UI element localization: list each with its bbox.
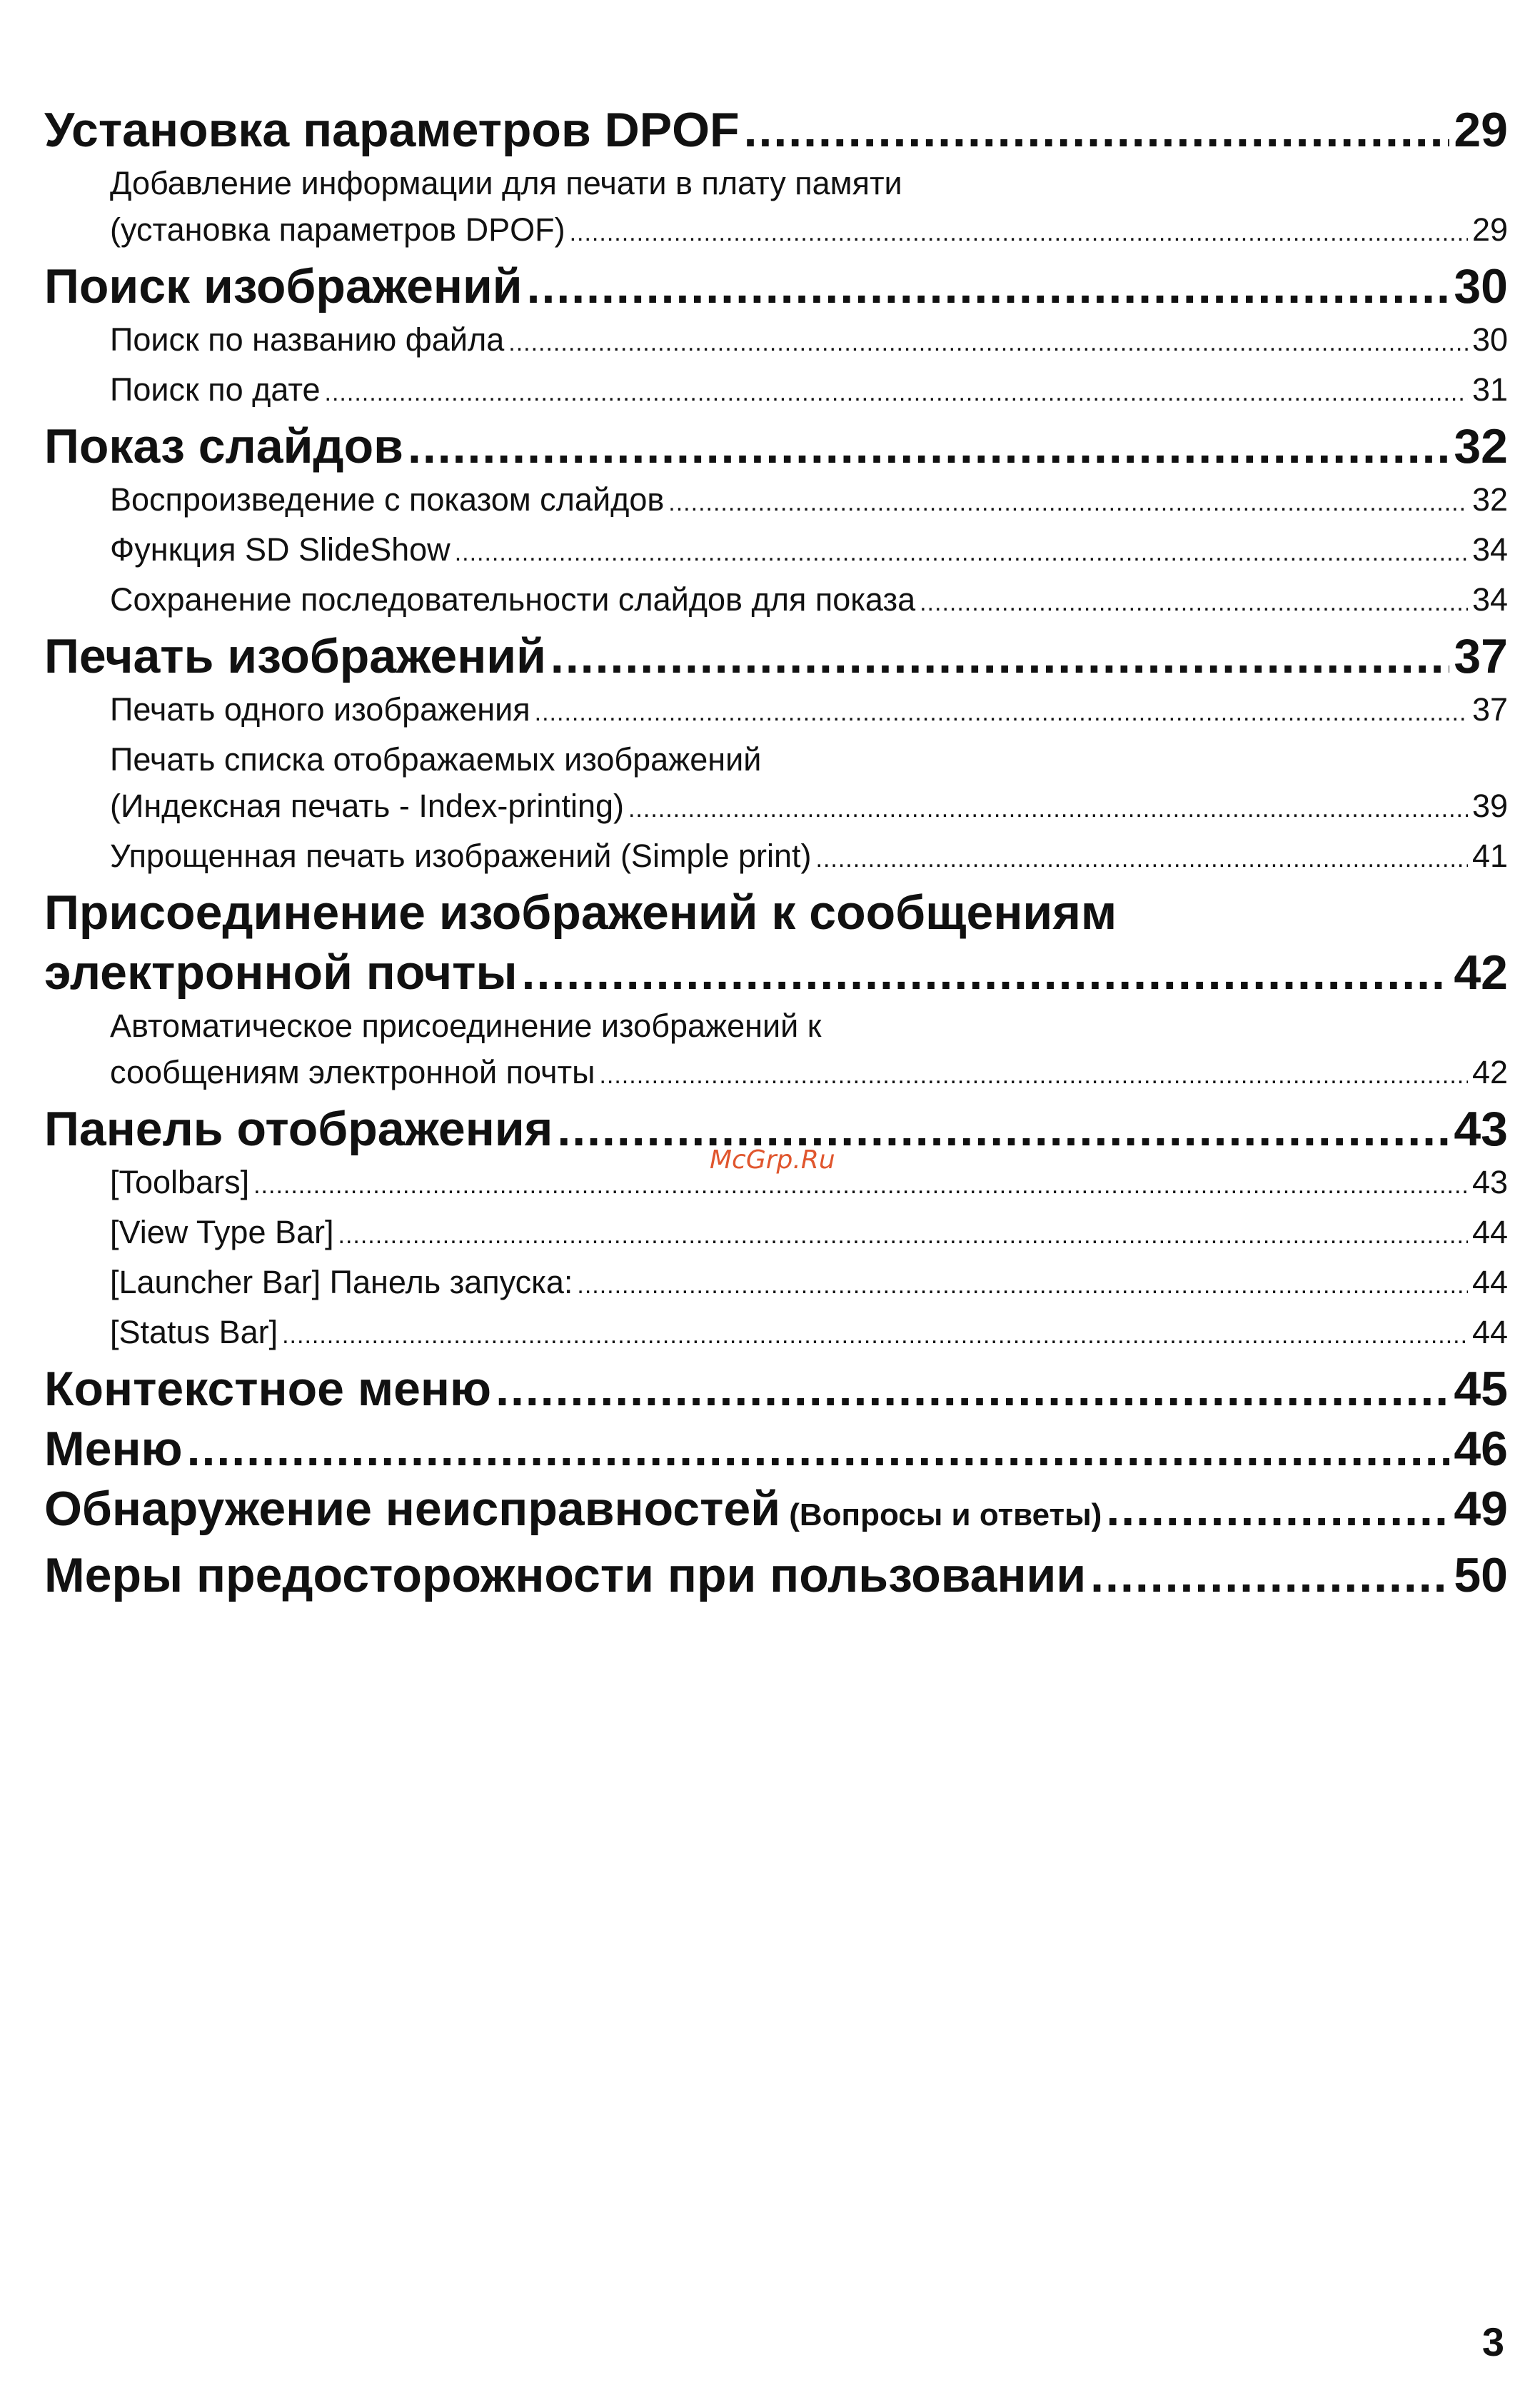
toc-subentry-email-attach[interactable] bbox=[44, 1049, 1508, 1099]
toc-subentry-index-print[interactable] bbox=[44, 783, 1508, 833]
page-ref: 46 bbox=[1454, 1422, 1508, 1476]
dot-leader bbox=[338, 1209, 1468, 1259]
page-ref: 39 bbox=[1471, 788, 1508, 824]
subentry-title: (установка параметров DPOF) bbox=[110, 211, 565, 248]
dot-leader bbox=[522, 943, 1450, 1003]
subentry-title: Сохранение последовательности слайдов для показа bbox=[110, 581, 916, 618]
toc-heading-precautions[interactable] bbox=[44, 1545, 1508, 1605]
page-ref: 32 bbox=[1454, 419, 1508, 473]
heading-suffix-text: (Вопросы и ответы) bbox=[789, 1497, 1102, 1532]
dot-leader bbox=[325, 366, 1468, 416]
dot-leader bbox=[535, 686, 1468, 736]
toc-heading-troubleshooting[interactable] bbox=[44, 1479, 1508, 1545]
subentry-title: Воспроизведение с показом слайдов bbox=[110, 481, 665, 518]
dot-leader bbox=[557, 1099, 1449, 1159]
page-ref: 42 bbox=[1471, 1054, 1508, 1090]
heading-title: Контекстное меню bbox=[44, 1362, 492, 1416]
heading-title: Панель отображения bbox=[44, 1102, 553, 1156]
heading-title: Установка параметров DPOF bbox=[44, 103, 740, 157]
page-ref: 30 bbox=[1471, 321, 1508, 358]
page-ref: 37 bbox=[1471, 691, 1508, 728]
page-ref: 37 bbox=[1454, 629, 1508, 683]
toc-subentry-status-bar[interactable] bbox=[44, 1309, 1508, 1359]
dot-leader bbox=[455, 526, 1468, 576]
heading-title: Показ слайдов bbox=[44, 419, 403, 473]
page-ref: 45 bbox=[1454, 1362, 1508, 1416]
toc-subentry-line: Добавление информации для печати в плату памяти bbox=[110, 165, 902, 201]
subentry-title: [Toolbars] bbox=[110, 1164, 250, 1200]
dot-leader bbox=[253, 1159, 1468, 1209]
page-ref: 34 bbox=[1471, 581, 1508, 618]
toc-subentry-view-type-bar[interactable] bbox=[44, 1209, 1508, 1259]
page-ref: 43 bbox=[1471, 1164, 1508, 1200]
toc-subentry-search-filename[interactable] bbox=[44, 316, 1508, 366]
page-ref: 34 bbox=[1471, 531, 1508, 568]
watermark: McGrp.Ru bbox=[705, 1145, 840, 1175]
page-ref: 43 bbox=[1454, 1102, 1508, 1156]
subentry-title: Печать одного изображения bbox=[110, 691, 530, 728]
heading-title: Обнаружение неисправностей bbox=[44, 1482, 780, 1536]
subentry-title: Поиск по названию файла bbox=[110, 321, 505, 358]
toc-heading-email[interactable] bbox=[44, 943, 1508, 1003]
dot-leader bbox=[628, 783, 1468, 833]
toc-heading-line: Присоединение изображений к сообщениям bbox=[44, 885, 1117, 940]
toc-heading-printing[interactable] bbox=[44, 626, 1508, 686]
page-ref: 49 bbox=[1454, 1482, 1508, 1536]
toc-subentry-slideshow-play[interactable] bbox=[44, 476, 1508, 526]
subentry-title: Поиск по дате bbox=[110, 371, 321, 408]
dot-leader bbox=[668, 476, 1468, 526]
dot-leader bbox=[187, 1419, 1450, 1479]
page-ref: 31 bbox=[1471, 371, 1508, 408]
dot-leader bbox=[495, 1359, 1449, 1419]
subentry-title: [View Type Bar] bbox=[110, 1214, 334, 1250]
page-ref: 29 bbox=[1454, 103, 1508, 157]
dot-leader bbox=[408, 416, 1449, 476]
page-ref: 44 bbox=[1471, 1314, 1508, 1350]
page-ref: 44 bbox=[1471, 1264, 1508, 1300]
page-ref: 42 bbox=[1454, 945, 1508, 1000]
heading-title: электронной почты bbox=[44, 945, 518, 1000]
toc-heading-context-menu[interactable] bbox=[44, 1359, 1508, 1419]
dot-leader bbox=[527, 256, 1450, 316]
dot-leader bbox=[577, 1259, 1468, 1309]
toc-subentry-line: Печать списка отображаемых изображений bbox=[110, 741, 762, 778]
dot-leader bbox=[1090, 1545, 1449, 1605]
heading-title: Меры предосторожности при пользовании bbox=[44, 1548, 1087, 1602]
toc-heading-dpof[interactable] bbox=[44, 100, 1508, 160]
subentry-title: Упрощенная печать изображений (Simple print) bbox=[110, 838, 812, 874]
toc-subentry-sd-slideshow[interactable] bbox=[44, 526, 1508, 576]
dot-leader bbox=[508, 316, 1468, 366]
toc-subentry-launcher-bar[interactable] bbox=[44, 1259, 1508, 1309]
toc-subentry-print-single[interactable] bbox=[44, 686, 1508, 736]
toc-heading-menu[interactable] bbox=[44, 1419, 1508, 1479]
dot-leader bbox=[550, 626, 1449, 686]
dot-leader bbox=[744, 100, 1450, 160]
dot-leader bbox=[920, 576, 1468, 626]
toc-subentry-line: Автоматическое присоединение изображений к bbox=[110, 1008, 822, 1044]
subentry-title: (Индексная печать - Index-printing) bbox=[110, 788, 624, 824]
dot-leader bbox=[816, 833, 1468, 883]
toc-heading-slideshow[interactable] bbox=[44, 416, 1508, 476]
page-number: 3 bbox=[1481, 2319, 1504, 2364]
page-ref: 30 bbox=[1454, 259, 1508, 313]
subentry-title: Функция SD SlideShow bbox=[110, 531, 451, 568]
dot-leader bbox=[570, 206, 1468, 256]
table-of-contents bbox=[44, 100, 1508, 1605]
heading-title: Печать изображений bbox=[44, 629, 546, 683]
heading-suffix bbox=[780, 1485, 1102, 1545]
subentry-title: сообщениям электронной почты bbox=[110, 1054, 595, 1090]
toc-heading-search[interactable] bbox=[44, 256, 1508, 316]
toc-subentry-search-date[interactable] bbox=[44, 366, 1508, 416]
heading-title: Поиск изображений bbox=[44, 259, 523, 313]
toc-subentry-dpof-info[interactable] bbox=[44, 206, 1508, 256]
dot-leader bbox=[1106, 1479, 1449, 1539]
toc-subentry-slideshow-save[interactable] bbox=[44, 576, 1508, 626]
page-ref: 41 bbox=[1471, 838, 1508, 874]
page-ref: 50 bbox=[1454, 1548, 1508, 1602]
page-ref: 32 bbox=[1471, 481, 1508, 518]
toc-subentry-simple-print[interactable] bbox=[44, 833, 1508, 883]
dot-leader bbox=[282, 1309, 1468, 1359]
dot-leader bbox=[599, 1049, 1467, 1099]
subentry-title: [Status Bar] bbox=[110, 1314, 278, 1350]
heading-title: Меню bbox=[44, 1422, 183, 1476]
page-ref: 29 bbox=[1471, 211, 1508, 248]
page-ref: 44 bbox=[1471, 1214, 1508, 1250]
subentry-title: [Launcher Bar] Панель запуска: bbox=[110, 1264, 573, 1300]
